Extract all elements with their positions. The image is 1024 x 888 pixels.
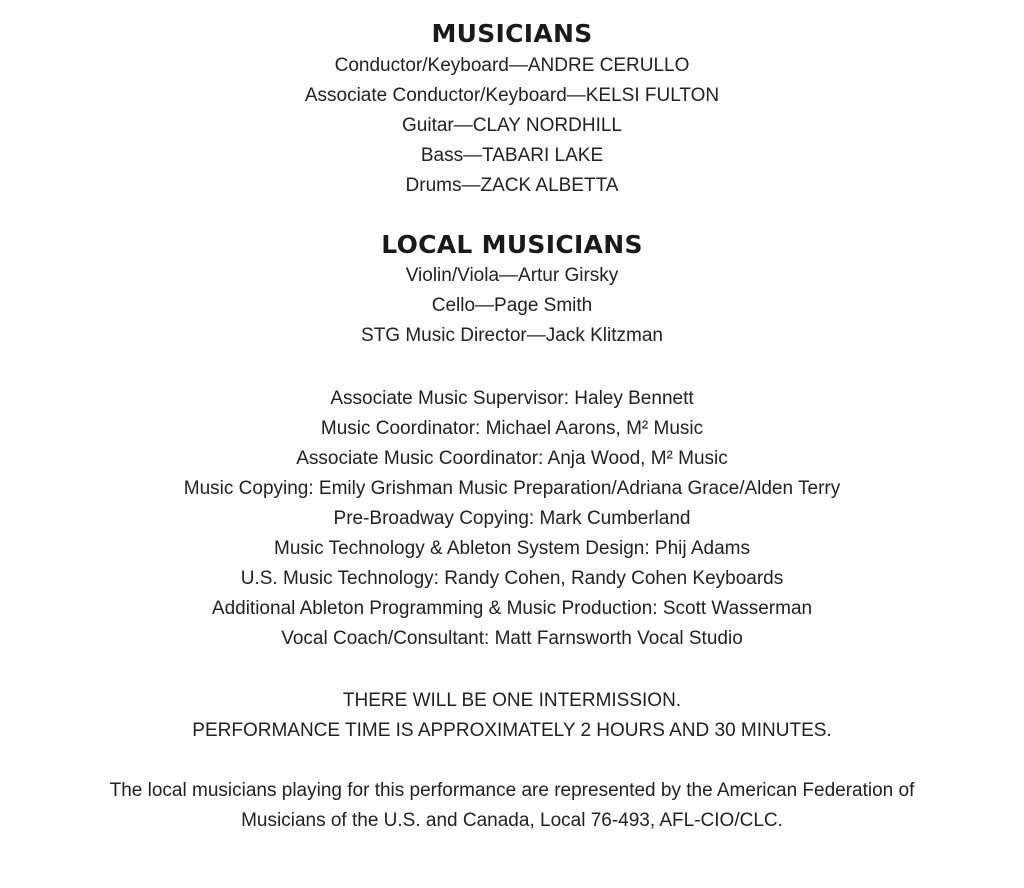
local-musician-credit: Cello—Page Smith <box>431 295 593 316</box>
intermission-line: THERE WILL BE ONE INTERMISSION. <box>342 690 682 711</box>
staff-credit: Music Coordinator: Michael Aarons, M² Music <box>320 418 704 439</box>
local-musician-credit: STG Music Director—Jack Klitzman <box>361 325 663 346</box>
musician-credit: Guitar—CLAY NORDHILL <box>402 115 622 136</box>
musician-credit: Drums—ZACK ALBETTA <box>405 175 619 196</box>
union-statement-line: The local musicians playing for this performance are represented by the American Federation of <box>109 780 915 801</box>
musician-credit: Conductor/Keyboard—ANDRE CERULLO <box>334 55 690 76</box>
staff-credit: Music Copying: Emily Grishman Music Preparation/Adriana Grace/Alden Terry <box>183 478 841 499</box>
union-statement <box>0 776 1024 836</box>
musician-credit: Associate Conductor/Keyboard—KELSI FULTON <box>304 85 720 106</box>
local-musicians-section <box>0 230 1024 351</box>
union-statement-line: Musicians of the U.S. and Canada, Local 76-493, AFL-CIO/CLC. <box>241 810 783 831</box>
musician-credit: Bass—TABARI LAKE <box>420 145 604 166</box>
staff-credit: U.S. Music Technology: Randy Cohen, Randy Cohen Keyboards <box>240 568 784 589</box>
staff-credit: Associate Music Coordinator: Anja Wood, M² Music <box>296 448 728 469</box>
performance-time-line: PERFORMANCE TIME IS APPROXIMATELY 2 HOURS AND 30 MINUTES. <box>192 720 832 741</box>
local-musician-credit: Violin/Viola—Artur Girsky <box>405 265 619 286</box>
staff-credit: Additional Ableton Programming & Music Production: Scott Wasserman <box>211 598 813 619</box>
staff-credit: Vocal Coach/Consultant: Matt Farnsworth Vocal Studio <box>281 628 743 649</box>
music-staff-section <box>0 384 1024 654</box>
musicians-heading: MUSICIANS <box>431 19 593 48</box>
staff-credit: Pre-Broadway Copying: Mark Cumberland <box>333 508 691 529</box>
local-musicians-heading: LOCAL MUSICIANS <box>381 230 643 259</box>
staff-credit: Music Technology & Ableton System Design: Phij Adams <box>274 538 750 559</box>
staff-credit: Associate Music Supervisor: Haley Bennett <box>330 388 694 409</box>
intermission-notice <box>0 686 1024 746</box>
musicians-section <box>0 19 1024 201</box>
